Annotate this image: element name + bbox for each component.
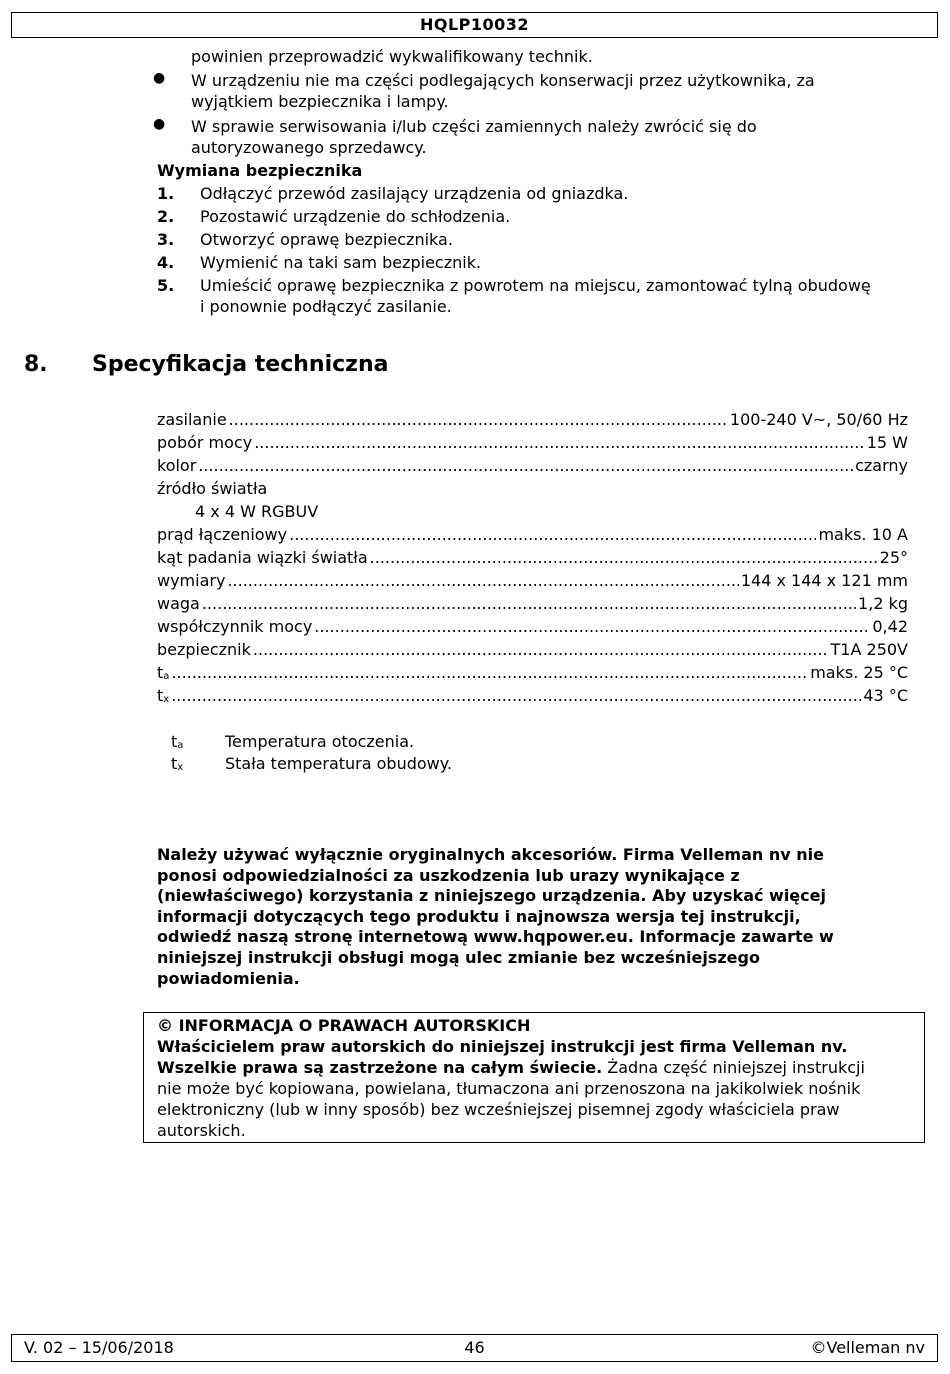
spec-label: waga [157,594,200,613]
spec-value: maks. 10 A [818,525,908,544]
step-number: 3. [157,230,175,249]
bullet-icon: ● [153,116,166,132]
spec-row-tx [157,685,908,707]
legend-symbol-tx: $t_x$ [171,754,184,773]
spec-label: bezpiecznik [157,640,251,659]
spec-row-power-supply [157,409,908,431]
leader-dots [202,593,856,615]
spec-label: prąd łączeniowy [157,525,288,544]
spec-label: kolor [157,456,197,475]
spec-row-power-consumption [157,432,908,454]
disclaimer-line: Należy używać wyłącznie oryginalnych akcesoriów. Firma Velleman nv nie [157,845,824,864]
disclaimer-line: odwiedź naszą stronę internetową www.hqpower.eu. Informacje zawarte w [157,927,834,947]
leader-dots [253,639,829,661]
leader-dots [314,616,870,638]
spec-value: 0,42 [872,617,908,636]
copyright-box [143,1012,925,1143]
legend-text-ta: Temperatura otoczenia. [225,732,415,751]
spec-label: wymiary [157,571,226,590]
copyright-line: Wszelkie prawa są zastrzeżone na całym świecie. Żadna część niniejszej instrukcji [157,1058,865,1077]
leader-dots [229,409,728,431]
spec-row-weight [157,593,908,615]
leader-dots [227,570,738,592]
copyright-line: elektroniczny (lub w inny sposób) bez wcześniejszej pisemnej zgody właściciela praw [157,1100,840,1119]
legend-text-tx: Stała temperatura obudowy. [225,754,453,773]
step-text: Otworzyć oprawę bezpiecznika. [200,230,453,249]
spec-value: czarny [855,456,908,475]
bullet-1-line-1: W urządzeniu nie ma części podlegających konserwacji przez użytkownika, za [191,71,815,90]
step-text: Wymienić na taki sam bezpiecznik. [200,253,482,272]
spec-label: $t_a$ [157,663,170,682]
spec-value: 100-240 V~, 50/60 Hz [729,410,908,429]
spec-value: 25° [879,548,908,567]
bullet-icon: ● [153,70,166,86]
leader-dots [171,662,808,684]
spec-label: zasilanie [157,410,227,429]
spec-row-fuse [157,639,908,661]
spec-row-inrush-current [157,524,908,546]
leader-dots [198,455,853,477]
step-text: Pozostawić urządzenie do schłodzenia. [200,207,511,226]
step-text-continued: i ponownie podłączyć zasilanie. [200,297,452,316]
spec-value: 1,2 kg [858,594,908,613]
footer-copyright: ©Velleman nv [810,1338,925,1357]
disclaimer-line: informacji dotyczących tego produktu i najnowsza wersja tej instrukcji, [157,906,801,926]
spec-value: 15 W [866,433,908,452]
disclaimer-line: (niewłaściwego) korzystania z niniejszego urządzenia. Aby uzyskać więcej [157,886,826,906]
section-number: 8. [24,352,48,377]
spec-label-light-source: źródło światła [157,479,268,498]
spec-row-ta [157,662,908,684]
spec-row-beam-angle [157,547,908,569]
section-title: Specyfikacja techniczna [92,352,389,377]
step-number: 4. [157,253,175,272]
spec-label: współczynnik mocy [157,617,313,636]
step-number: 5. [157,276,175,295]
spec-value: 43 °C [863,686,908,705]
disclaimer-line: niniejszej instrukcji obsługi mogą ulec zmianie bez wcześniejszego [157,947,760,967]
leader-dots [289,524,816,546]
disclaimer-paragraph [157,845,892,989]
spec-value-light-source: 4 x 4 W RGBUV [195,502,319,521]
bullet-1-line-2: wyjątkiem bezpiecznika i lampy. [191,92,449,111]
spec-row-dimensions [157,570,908,592]
bullet-2-line-1: W sprawie serwisowania i/lub części zamiennych należy zwrócić się do [191,117,757,136]
step-text: Odłączyć przewód zasilający urządzenia od gniazdka. [200,184,629,203]
spec-label: $t_x$ [157,686,170,705]
bullet-2-line-2: autoryzowanego sprzedawcy. [191,138,427,157]
leader-dots [370,547,878,569]
footer-version: V. 02 – 15/06/2018 [24,1338,174,1357]
copyright-line: autorskich. [157,1121,246,1140]
spec-value: T1A 250V [830,640,908,659]
intro-continuation: powinien przeprowadzić wykwalifikowany technik. [191,47,593,66]
spec-row-colour [157,455,908,477]
copyright-heading: © INFORMACJA O PRAWACH AUTORSKICH [157,1016,531,1035]
step-number: 1. [157,184,175,203]
footer-page-number: 46 [464,1338,485,1357]
fuse-heading: Wymiana bezpiecznika [157,161,363,180]
spec-value: 144 x 144 x 121 mm [740,571,908,590]
disclaimer-line: ponosi odpowiedzialności za uszkodzenia lub urazy wynikające z [157,865,740,885]
copyright-line: nie może być kopiowana, powielana, tłumaczona ani przenoszona na jakikolwiek nośnik [157,1079,861,1098]
spec-label: pobór mocy [157,433,253,452]
page-footer [11,1334,938,1362]
step-text: Umieścić oprawę bezpiecznika z powrotem na miejscu, zamontować tylną obudowę [200,276,871,295]
leader-dots [171,685,861,707]
disclaimer-line: powiadomienia. [157,968,300,988]
legend-symbol-ta: $t_a$ [171,732,184,751]
page-header: HQLP10032 [11,12,938,38]
spec-row-power-factor [157,616,908,638]
spec-label: kąt padania wiązki światła [157,548,368,567]
spec-value: maks. 25 °C [810,663,908,682]
leader-dots [254,432,865,454]
step-number: 2. [157,207,175,226]
copyright-bold-line: Właścicielem praw autorskich do niniejszej instrukcji jest firma Velleman nv. [157,1037,848,1056]
